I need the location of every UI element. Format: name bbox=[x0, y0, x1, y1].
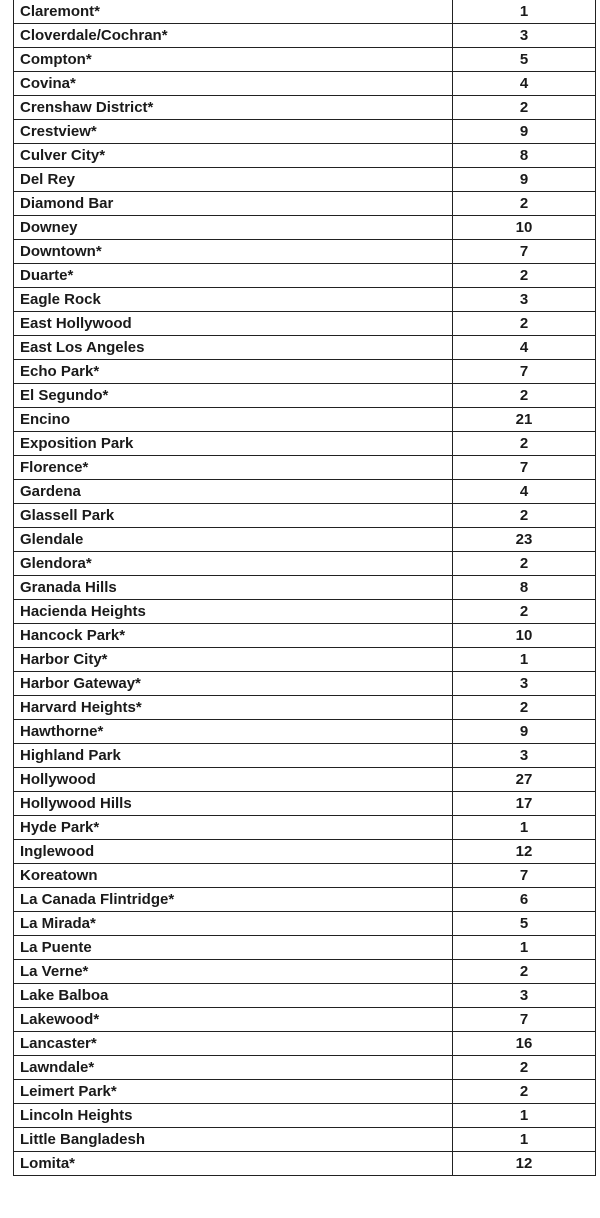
table-row bbox=[14, 864, 596, 888]
table-row bbox=[14, 336, 596, 360]
neighborhood-name-cell: Koreatown bbox=[14, 864, 453, 888]
count-cell: 2 bbox=[453, 1056, 596, 1080]
count-cell: 23 bbox=[453, 528, 596, 552]
neighborhood-name-cell: East Los Angeles bbox=[14, 336, 453, 360]
count-cell: 1 bbox=[453, 816, 596, 840]
count-cell: 9 bbox=[453, 120, 596, 144]
table-row bbox=[14, 168, 596, 192]
count-cell: 2 bbox=[453, 504, 596, 528]
neighborhood-name-cell: Exposition Park bbox=[14, 432, 453, 456]
neighborhood-name-cell: Hollywood bbox=[14, 768, 453, 792]
count-cell: 3 bbox=[453, 24, 596, 48]
table-row bbox=[14, 360, 596, 384]
table-row bbox=[14, 96, 596, 120]
count-cell: 4 bbox=[453, 336, 596, 360]
table-row bbox=[14, 456, 596, 480]
neighborhood-name-cell: Cloverdale/Cochran* bbox=[14, 24, 453, 48]
table-row bbox=[14, 216, 596, 240]
count-cell: 7 bbox=[453, 1008, 596, 1032]
table-row bbox=[14, 792, 596, 816]
table-row bbox=[14, 72, 596, 96]
neighborhood-name-cell: Downey bbox=[14, 216, 453, 240]
neighborhood-name-cell: Granada Hills bbox=[14, 576, 453, 600]
count-cell: 2 bbox=[453, 312, 596, 336]
table-row bbox=[14, 264, 596, 288]
neighborhood-name-cell: Highland Park bbox=[14, 744, 453, 768]
table-row bbox=[14, 648, 596, 672]
neighborhood-name-cell: Lomita* bbox=[14, 1152, 453, 1176]
table-row bbox=[14, 936, 596, 960]
neighborhood-name-cell: Glendale bbox=[14, 528, 453, 552]
count-cell: 8 bbox=[453, 576, 596, 600]
table-row bbox=[14, 288, 596, 312]
count-cell: 2 bbox=[453, 96, 596, 120]
table-row bbox=[14, 576, 596, 600]
count-cell: 1 bbox=[453, 648, 596, 672]
neighborhood-name-cell: Glendora* bbox=[14, 552, 453, 576]
table-row bbox=[14, 912, 596, 936]
count-cell: 12 bbox=[453, 1152, 596, 1176]
neighborhood-name-cell: Downtown* bbox=[14, 240, 453, 264]
count-cell: 3 bbox=[453, 744, 596, 768]
table-row bbox=[14, 432, 596, 456]
count-cell: 10 bbox=[453, 624, 596, 648]
count-cell: 5 bbox=[453, 48, 596, 72]
table-row bbox=[14, 144, 596, 168]
neighborhood-name-cell: Del Rey bbox=[14, 168, 453, 192]
neighborhood-name-cell: Hancock Park* bbox=[14, 624, 453, 648]
count-cell: 7 bbox=[453, 240, 596, 264]
table-row bbox=[14, 720, 596, 744]
neighborhood-name-cell: La Verne* bbox=[14, 960, 453, 984]
table-row bbox=[14, 1104, 596, 1128]
table-row bbox=[14, 192, 596, 216]
neighborhood-name-cell: East Hollywood bbox=[14, 312, 453, 336]
count-cell: 7 bbox=[453, 456, 596, 480]
count-cell: 2 bbox=[453, 696, 596, 720]
count-cell: 2 bbox=[453, 1080, 596, 1104]
table-row bbox=[14, 1152, 596, 1176]
table-row bbox=[14, 696, 596, 720]
count-cell: 4 bbox=[453, 480, 596, 504]
neighborhood-name-cell: Leimert Park* bbox=[14, 1080, 453, 1104]
count-cell: 27 bbox=[453, 768, 596, 792]
count-cell: 16 bbox=[453, 1032, 596, 1056]
table-row bbox=[14, 528, 596, 552]
neighborhood-name-cell: Hawthorne* bbox=[14, 720, 453, 744]
table-row bbox=[14, 600, 596, 624]
count-cell: 12 bbox=[453, 840, 596, 864]
count-cell: 2 bbox=[453, 192, 596, 216]
table-row bbox=[14, 768, 596, 792]
neighborhood-name-cell: La Mirada* bbox=[14, 912, 453, 936]
neighborhood-name-cell: Lake Balboa bbox=[14, 984, 453, 1008]
neighborhood-name-cell: Claremont* bbox=[14, 0, 453, 24]
neighborhood-name-cell: Covina* bbox=[14, 72, 453, 96]
table-body bbox=[14, 0, 596, 1176]
table-row bbox=[14, 240, 596, 264]
count-cell: 1 bbox=[453, 0, 596, 24]
neighborhood-name-cell: Culver City* bbox=[14, 144, 453, 168]
table-row bbox=[14, 1128, 596, 1152]
table-row bbox=[14, 480, 596, 504]
count-cell: 3 bbox=[453, 672, 596, 696]
table-row bbox=[14, 624, 596, 648]
table-row bbox=[14, 384, 596, 408]
count-cell: 7 bbox=[453, 360, 596, 384]
count-cell: 3 bbox=[453, 288, 596, 312]
neighborhood-count-table bbox=[13, 0, 596, 1176]
table-row bbox=[14, 120, 596, 144]
table-row bbox=[14, 408, 596, 432]
neighborhood-name-cell: Florence* bbox=[14, 456, 453, 480]
neighborhood-name-cell: La Canada Flintridge* bbox=[14, 888, 453, 912]
count-cell: 5 bbox=[453, 912, 596, 936]
count-cell: 2 bbox=[453, 552, 596, 576]
neighborhood-name-cell: Diamond Bar bbox=[14, 192, 453, 216]
table-row bbox=[14, 1008, 596, 1032]
neighborhood-name-cell: Compton* bbox=[14, 48, 453, 72]
neighborhood-name-cell: Crenshaw District* bbox=[14, 96, 453, 120]
count-cell: 2 bbox=[453, 384, 596, 408]
table-row bbox=[14, 816, 596, 840]
count-cell: 1 bbox=[453, 1128, 596, 1152]
neighborhood-name-cell: Crestview* bbox=[14, 120, 453, 144]
table-row bbox=[14, 24, 596, 48]
table-row bbox=[14, 984, 596, 1008]
table-row bbox=[14, 504, 596, 528]
count-cell: 8 bbox=[453, 144, 596, 168]
table-row bbox=[14, 48, 596, 72]
neighborhood-name-cell: Duarte* bbox=[14, 264, 453, 288]
neighborhood-name-cell: Lancaster* bbox=[14, 1032, 453, 1056]
table-row bbox=[14, 672, 596, 696]
neighborhood-name-cell: Lawndale* bbox=[14, 1056, 453, 1080]
table-row bbox=[14, 840, 596, 864]
table-row bbox=[14, 960, 596, 984]
neighborhood-name-cell: Harvard Heights* bbox=[14, 696, 453, 720]
count-cell: 21 bbox=[453, 408, 596, 432]
neighborhood-name-cell: Harbor City* bbox=[14, 648, 453, 672]
count-cell: 1 bbox=[453, 1104, 596, 1128]
table-row bbox=[14, 888, 596, 912]
count-cell: 2 bbox=[453, 264, 596, 288]
count-cell: 9 bbox=[453, 168, 596, 192]
neighborhood-name-cell: Hyde Park* bbox=[14, 816, 453, 840]
count-cell: 3 bbox=[453, 984, 596, 1008]
neighborhood-name-cell: Gardena bbox=[14, 480, 453, 504]
neighborhood-name-cell: Hacienda Heights bbox=[14, 600, 453, 624]
neighborhood-name-cell: El Segundo* bbox=[14, 384, 453, 408]
count-cell: 17 bbox=[453, 792, 596, 816]
count-cell: 1 bbox=[453, 936, 596, 960]
table-row bbox=[14, 552, 596, 576]
table-row bbox=[14, 312, 596, 336]
neighborhood-name-cell: Eagle Rock bbox=[14, 288, 453, 312]
neighborhood-name-cell: Lakewood* bbox=[14, 1008, 453, 1032]
count-cell: 2 bbox=[453, 960, 596, 984]
count-cell: 2 bbox=[453, 432, 596, 456]
count-cell: 9 bbox=[453, 720, 596, 744]
table-row bbox=[14, 1080, 596, 1104]
neighborhood-name-cell: Lincoln Heights bbox=[14, 1104, 453, 1128]
neighborhood-name-cell: Hollywood Hills bbox=[14, 792, 453, 816]
neighborhood-name-cell: Echo Park* bbox=[14, 360, 453, 384]
neighborhood-name-cell: Encino bbox=[14, 408, 453, 432]
table-row bbox=[14, 744, 596, 768]
table-row bbox=[14, 0, 596, 24]
neighborhood-name-cell: Glassell Park bbox=[14, 504, 453, 528]
neighborhood-name-cell: Harbor Gateway* bbox=[14, 672, 453, 696]
neighborhood-table-container bbox=[13, 0, 595, 1176]
count-cell: 6 bbox=[453, 888, 596, 912]
count-cell: 7 bbox=[453, 864, 596, 888]
count-cell: 2 bbox=[453, 600, 596, 624]
table-row bbox=[14, 1032, 596, 1056]
neighborhood-name-cell: Little Bangladesh bbox=[14, 1128, 453, 1152]
count-cell: 10 bbox=[453, 216, 596, 240]
neighborhood-name-cell: Inglewood bbox=[14, 840, 453, 864]
neighborhood-name-cell: La Puente bbox=[14, 936, 453, 960]
count-cell: 4 bbox=[453, 72, 596, 96]
table-row bbox=[14, 1056, 596, 1080]
